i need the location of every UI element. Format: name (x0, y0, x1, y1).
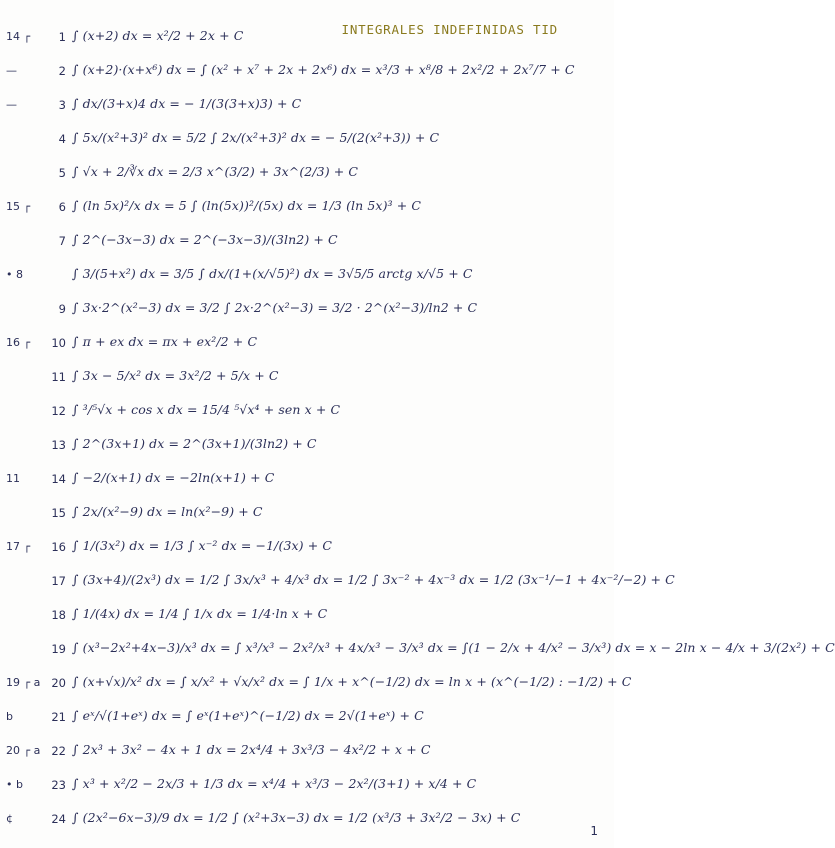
integral-equation: ∫ √x + 2/∛x dx = 2/3 x^(3/2) + 3x^(2/3) + C (72, 164, 359, 179)
integral-row (0, 362, 614, 394)
integral-row (0, 804, 614, 836)
exercise-number: 24 (51, 812, 66, 826)
exercise-number: 2 (58, 64, 66, 78)
integral-row (0, 56, 614, 88)
margin-note: 14 ┌ (6, 30, 31, 43)
integral-equation: ∫ (ln 5x)²/x dx = 5 ∫ (ln(5x))²/(5x) dx = 1/3 (ln 5x)³ + C (72, 198, 422, 213)
integral-equation: ∫ dx/(3+x)4 dx = − 1/(3(3+x)3) + C (72, 96, 302, 111)
exercise-number: 14 (51, 472, 66, 486)
exercise-number: 15 (51, 506, 66, 520)
integral-row (0, 464, 614, 496)
integral-row (0, 396, 614, 428)
margin-note: • b (6, 778, 23, 791)
integral-equation: ∫ −2/(x+1) dx = −2ln(x+1) + C (72, 470, 275, 485)
integral-equation: ∫ (2x²−6x−3)/9 dx = 1/2 ∫ (x²+3x−3) dx = 1/2 (x³/3 + 3x²/2 − 3x) + C (72, 810, 521, 825)
exercise-number: 1 (58, 30, 66, 44)
exercise-number: 10 (51, 336, 66, 350)
integral-equation: ∫ 2^(−3x−3) dx = 2^(−3x−3)/(3ln2) + C (72, 232, 338, 247)
integral-row (0, 328, 614, 360)
page-title: INTEGRALES INDEFINIDAS TID (341, 22, 558, 37)
integral-row (0, 668, 632, 700)
exercise-number: 12 (51, 404, 66, 418)
margin-note: • 8 (6, 268, 23, 281)
integral-equation: ∫ x³ + x²/2 − 2x/3 + 1/3 dx = x⁴/4 + x³/3 − 2x²/(3+1) + x/4 + C (72, 776, 477, 791)
integral-row (0, 430, 614, 462)
integral-row (0, 226, 614, 258)
exercise-number: 17 (51, 574, 66, 588)
margin-note: b (6, 710, 13, 723)
exercise-number: 11 (51, 370, 66, 384)
integral-equation: ∫ (x+√x)/x² dx = ∫ x/x² + √x/x² dx = ∫ 1/x + x^(−1/2) dx = ln x + (x^(−1/2) : −1/2) + C (72, 674, 632, 689)
exercise-number: 23 (51, 778, 66, 792)
exercise-number: 13 (51, 438, 66, 452)
integral-row (0, 498, 614, 530)
integral-row (0, 260, 614, 292)
integral-equation: ∫ 1/(3x²) dx = 1/3 ∫ x⁻² dx = −1/(3x) + C (72, 538, 333, 553)
exercise-number: 19 (51, 642, 66, 656)
integral-equation: ∫ 2^(3x+1) dx = 2^(3x+1)/(3ln2) + C (72, 436, 317, 451)
integral-row (0, 158, 614, 190)
integral-equation: ∫ 2x/(x²−9) dx = ln(x²−9) + C (72, 504, 263, 519)
margin-note: 19 ┌ a (6, 676, 41, 689)
integral-row (0, 192, 614, 224)
integral-equation: ∫ (3x+4)/(2x³) dx = 1/2 ∫ 3x/x³ + 4/x³ dx = 1/2 ∫ 3x⁻² + 4x⁻³ dx = 1/2 (3x⁻¹/−1 + 4x⁻²/−2) + C (72, 572, 675, 587)
integral-equation: ∫ ³/⁵√x + cos x dx = 15/4 ⁵√x⁴ + sen x + C (72, 402, 341, 417)
margin-note: — (6, 64, 17, 77)
exercise-number: 5 (58, 166, 66, 180)
exercise-number: 6 (58, 200, 66, 214)
integral-equation: ∫ eˣ/√(1+eˣ) dx = ∫ eˣ(1+eˣ)^(−1/2) dx = 2√(1+eˣ) + C (72, 708, 424, 723)
integral-row (0, 770, 614, 802)
integral-row (0, 532, 614, 564)
exercise-number: 22 (51, 744, 66, 758)
integral-equation: ∫ (x+2)·(x+x⁶) dx = ∫ (x² + x⁷ + 2x + 2x⁶) dx = x³/3 + x⁸/8 + 2x²/2 + 2x⁷/7 + C (72, 62, 575, 77)
integral-row (0, 702, 614, 734)
integral-row (0, 90, 614, 122)
exercise-number: 16 (51, 540, 66, 554)
margin-note: 15 ┌ (6, 200, 31, 213)
margin-note: ¢ (6, 812, 13, 825)
exercise-number: 9 (58, 302, 66, 316)
integral-equation: ∫ 2x³ + 3x² − 4x + 1 dx = 2x⁴/4 + 3x³/3 − 4x²/2 + x + C (72, 742, 431, 757)
margin-note: 16 ┌ (6, 336, 31, 349)
exercise-number: 7 (58, 234, 66, 248)
integral-row (0, 566, 675, 598)
integral-equation: ∫ 5x/(x²+3)² dx = 5/2 ∫ 2x/(x²+3)² dx = − 5/(2(x²+3)) + C (72, 130, 440, 145)
exercise-number: 21 (51, 710, 66, 724)
margin-note: — (6, 98, 17, 111)
integral-equation: ∫ 1/(4x) dx = 1/4 ∫ 1/x dx = 1/4·ln x + C (72, 606, 328, 621)
integral-row (0, 294, 614, 326)
integral-equation: ∫ 3x·2^(x²−3) dx = 3/2 ∫ 2x·2^(x²−3) = 3/2 · 2^(x²−3)/ln2 + C (72, 300, 478, 315)
integral-row (0, 736, 614, 768)
integral-equation: ∫ (x+2) dx = x²/2 + 2x + C (72, 28, 244, 43)
integral-equation: ∫ 3x − 5/x² dx = 3x²/2 + 5/x + C (72, 368, 279, 383)
integral-row (0, 22, 614, 54)
integral-row (0, 634, 835, 666)
exercise-number: 18 (51, 608, 66, 622)
margin-note: 20 ┌ a (6, 744, 41, 757)
integral-row (0, 124, 614, 156)
integral-row (0, 600, 614, 632)
exercise-number: 3 (58, 98, 66, 112)
integral-equation: ∫ (x³−2x²+4x−3)/x³ dx = ∫ x³/x³ − 2x²/x³ + 4x/x³ − 3/x³ dx = ∫(1 − 2/x + 4/x² − 3/x³) dx = x − 2ln x − 4/x + 3/(2x²) + C (72, 640, 835, 655)
margin-note: 17 ┌ (6, 540, 31, 553)
margin-note: 11 (6, 472, 20, 485)
page-number: 1 (590, 824, 598, 838)
integral-equation: ∫ π + ex dx = πx + ex²/2 + C (72, 334, 258, 349)
exercise-number: 20 (51, 676, 66, 690)
exercise-number: 4 (58, 132, 66, 146)
integral-equation: ∫ 3/(5+x²) dx = 3/5 ∫ dx/(1+(x/√5)²) dx = 3√5/5 arctg x/√5 + C (72, 266, 473, 281)
